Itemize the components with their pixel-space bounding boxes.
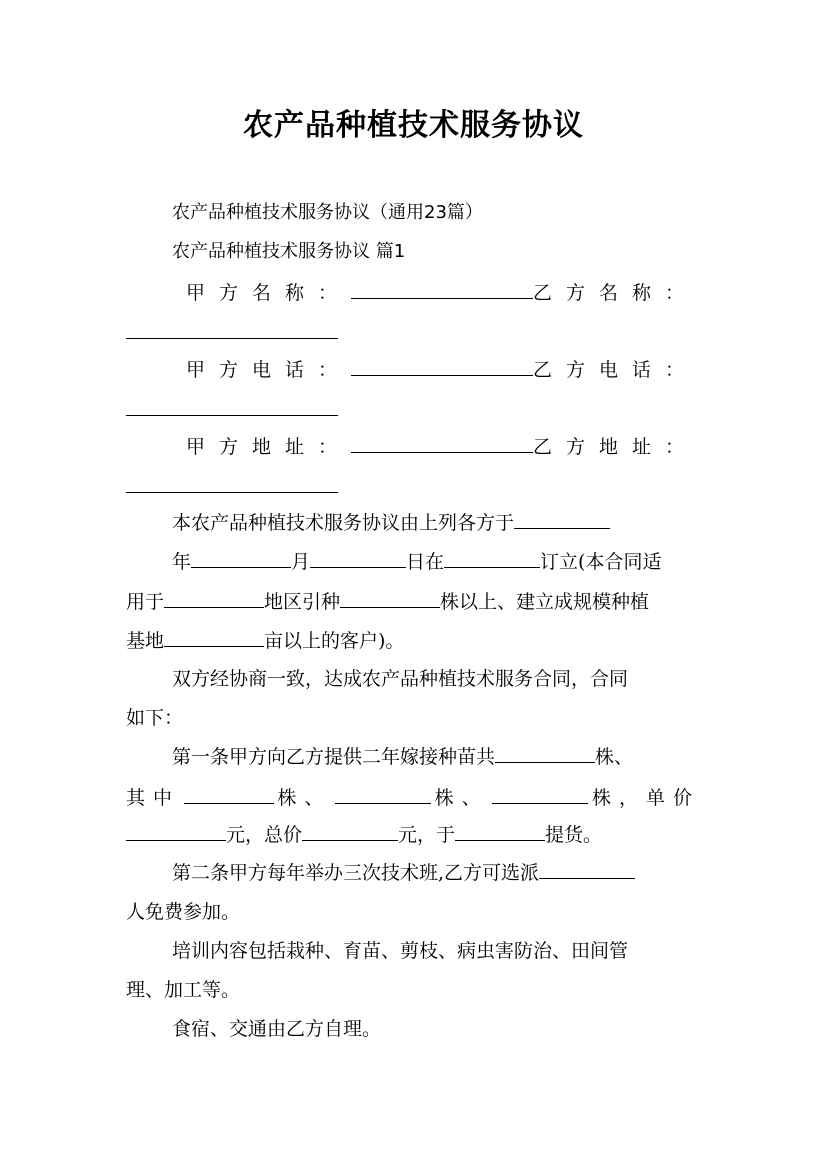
party-b-address-label: 乙方地址： — [532, 435, 698, 458]
sign-place-blank — [444, 553, 540, 568]
document-title: 农产品种植技术服务协议 — [243, 108, 584, 143]
para6-line1: 食宿、交通由乙方自理。 — [172, 1018, 382, 1040]
attendee-count-blank — [539, 864, 635, 879]
region-blank — [164, 593, 264, 608]
party-b-address-blank — [126, 478, 338, 493]
party-name-row — [186, 278, 698, 304]
party-a-phone-label: 甲方电话： — [186, 358, 352, 381]
para2-line1: 双方经协商一致，达成农产品种植技术服务合同，合同 — [172, 668, 629, 690]
para4-line1: 第二条甲方每年举办三次技术班,乙方可选派 — [172, 860, 635, 886]
para2-line2: 如下： — [126, 707, 184, 729]
para5-line1: 培训内容包括栽种、育苗、剪枝、病虫害防治、田间管 — [172, 940, 629, 962]
subtitle-collection: 农产品种植技术服务协议（通用23篇） — [172, 202, 483, 223]
party-phone-row — [186, 355, 698, 381]
variety2-blank — [335, 789, 431, 804]
para3-line2: 其中 株、 株、 株，单价 — [126, 786, 700, 809]
sign-day-blank — [310, 553, 406, 568]
para1-line2: 年 月 日在 订立(本合同适 — [172, 551, 662, 573]
party-b-name-blank — [126, 324, 338, 339]
plant-count-blank — [340, 593, 440, 608]
party-a-name-blank — [351, 284, 533, 299]
unit-price-blank — [126, 826, 226, 841]
pickup-date-blank — [455, 826, 545, 841]
para4-line2: 人免费参加。 — [126, 901, 241, 923]
para3-line1: 第一条甲方向乙方提供二年嫁接种苗共 株、 — [172, 746, 634, 768]
para3-line3: 元，总价 元，于 提货。 — [126, 822, 602, 848]
seedling-total-blank — [495, 748, 595, 763]
sign-month-blank — [191, 553, 291, 568]
party-a-address-label: 甲方地址： — [186, 435, 352, 458]
party-b-phone-blank — [126, 401, 338, 416]
subtitle-article: 农产品种植技术服务协议 篇1 — [172, 241, 406, 262]
party-a-address-blank — [351, 438, 533, 453]
party-b-name-blank-row — [126, 320, 338, 346]
total-price-blank — [302, 826, 398, 841]
party-b-phone-label: 乙方电话： — [532, 358, 698, 381]
base-area-blank — [164, 632, 264, 647]
para5-line2: 理、加工等。 — [126, 979, 241, 1001]
party-address-row — [186, 432, 698, 458]
party-b-phone-blank-row — [126, 397, 338, 423]
party-b-name-label: 乙方名称： — [532, 281, 698, 304]
para1-line3: 用于 地区引种 株以上、建立成规模种植 — [126, 591, 650, 613]
para1-line4: 基地 亩以上的客户)。 — [126, 630, 405, 652]
party-a-name-label: 甲方名称： — [186, 281, 352, 304]
party-b-address-blank-row — [126, 474, 338, 500]
sign-year-blank — [514, 514, 610, 529]
variety3-blank — [492, 789, 588, 804]
para1-line1: 本农产品种植技术服务协议由上列各方于 — [172, 510, 610, 536]
party-a-phone-blank — [351, 361, 533, 376]
variety1-blank — [184, 789, 274, 804]
